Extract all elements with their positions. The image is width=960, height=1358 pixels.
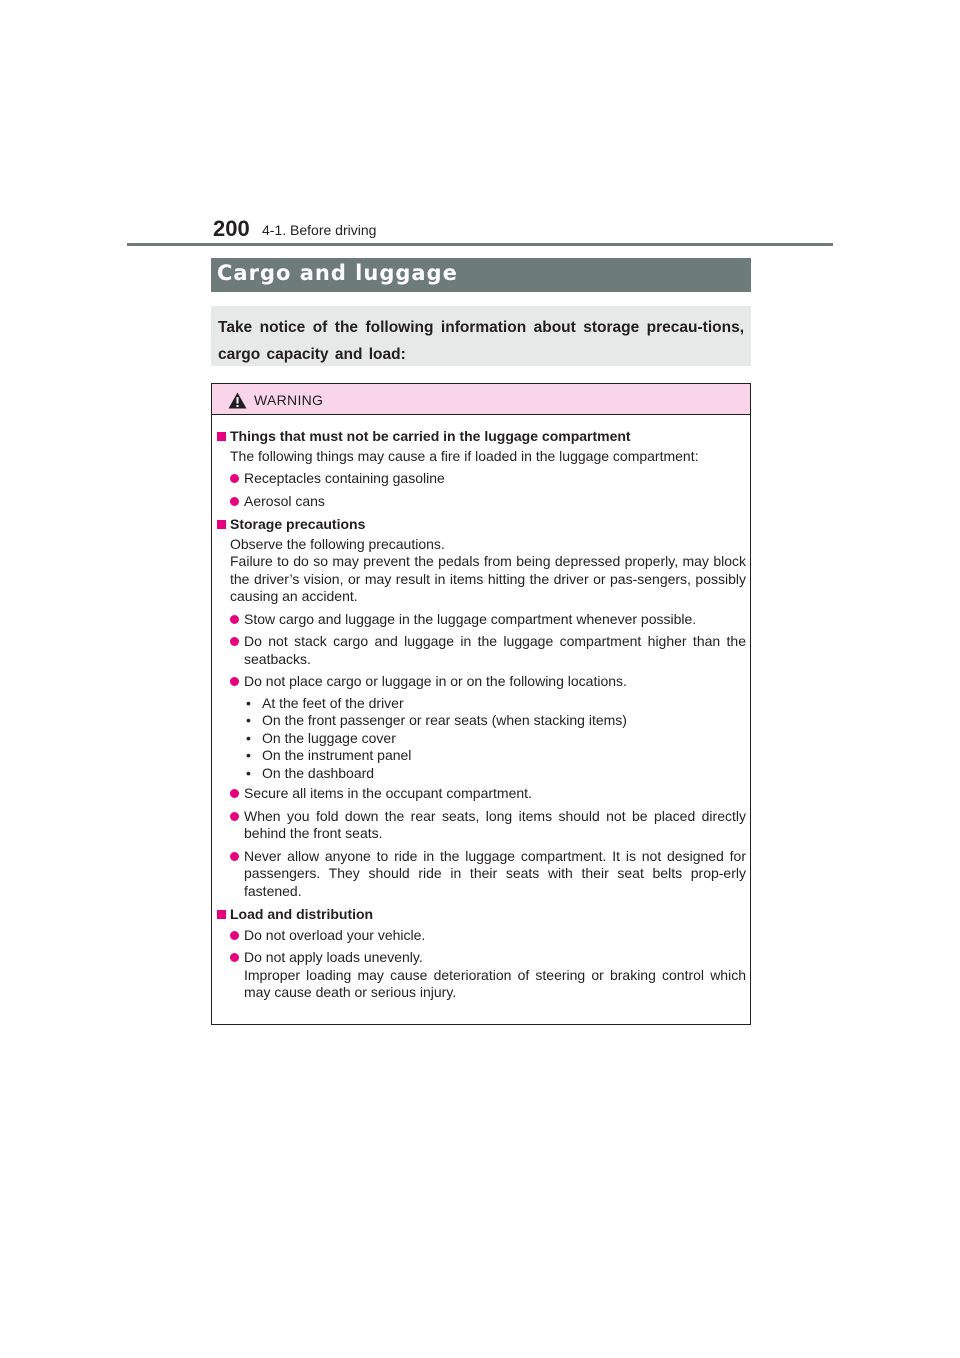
round-bullet-icon — [230, 637, 239, 646]
intro-box — [211, 306, 751, 366]
warning-triangle-icon — [228, 392, 247, 409]
section-heading: Load and distribution — [216, 906, 746, 924]
section-text: Failure to do so may prevent the pedals from being depressed properly, may block the driver’s vision, or may result in items hitting the driver or pas-sengers, possibly causing an accident. — [230, 553, 746, 604]
page-number: 200 — [213, 216, 250, 241]
square-bullet-icon — [217, 432, 226, 441]
round-bullet-icon — [230, 931, 239, 940]
square-bullet-icon — [217, 910, 226, 919]
section-heading: Things that must not be carried in the luggage compartment — [216, 428, 746, 446]
list-item: Do not stack cargo and luggage in the luggage compartment higher than the seatbacks. — [216, 633, 746, 668]
list-item: Never allow anyone to ride in the luggage compartment. It is not designed for passengers. They should ride in their seats with their seat belts prop-erly fastened. — [216, 848, 746, 901]
list-item: When you fold down the rear seats, long items should not be placed directly behind the front seats. — [216, 808, 746, 843]
warning-body — [216, 428, 746, 1002]
section-heading: Storage precautions — [216, 516, 746, 534]
section-text: Observe the following precautions. — [230, 535, 445, 552]
section-reference: 4-1. Before driving — [262, 222, 377, 238]
list-item: Receptacles containing gasoline — [216, 470, 746, 488]
warning-label: WARNING — [254, 392, 324, 408]
page-title: Cargo and luggage — [217, 261, 458, 285]
round-bullet-icon — [230, 852, 239, 861]
warning-header — [212, 384, 750, 415]
list-item: Do not overload your vehicle. — [216, 927, 746, 945]
header-divider — [127, 243, 833, 246]
section-text: Improper loading may cause deterioration of steering or braking control which may cause death or serious injury. — [244, 966, 746, 1000]
round-bullet-icon — [230, 953, 239, 962]
list-item: Secure all items in the occupant compartment. — [216, 785, 746, 803]
list-item: Do not place cargo or luggage in or on the following locations. — [216, 673, 746, 691]
list-item: • On the dashboard — [246, 765, 746, 783]
list-item: • On the front passenger or rear seats (when stacking items) — [246, 712, 746, 730]
section-title-bar — [211, 258, 751, 292]
list-item: Aerosol cans — [216, 493, 746, 511]
list-item: Do not apply loads unevenly. — [216, 949, 746, 967]
round-bullet-icon — [230, 497, 239, 506]
list-item: • At the feet of the driver — [246, 695, 746, 713]
round-bullet-icon — [230, 812, 239, 821]
list-item: • On the luggage cover — [246, 730, 746, 748]
section-text: The following things may cause a fire if loaded in the luggage compartment: — [230, 447, 699, 464]
list-item: • On the instrument panel — [246, 747, 746, 765]
warning-box — [211, 383, 751, 1025]
round-bullet-icon — [230, 677, 239, 686]
round-bullet-icon — [230, 474, 239, 483]
list-item: Stow cargo and luggage in the luggage compartment whenever possible. — [216, 611, 746, 629]
round-bullet-icon — [230, 789, 239, 798]
location-list — [216, 695, 746, 783]
round-bullet-icon — [230, 615, 239, 624]
square-bullet-icon — [217, 520, 226, 529]
intro-text: Take notice of the following information about storage precau-tions, cargo capacity and load: — [218, 319, 744, 363]
